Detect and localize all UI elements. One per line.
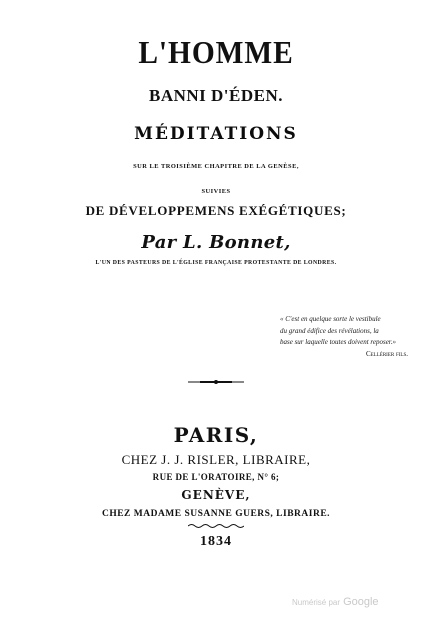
developments-line: DE DÉVELOPPEMENS EXÉGÉTIQUES;: [85, 203, 347, 218]
publication-year: 1834: [200, 534, 232, 549]
epigraph-line: « C'est en quelque sorte le vestibule: [280, 315, 381, 323]
epigraph-attribution: Cellérier fils.: [365, 350, 408, 358]
suivies-line: SUIVIES: [201, 188, 231, 195]
google-watermark: [292, 596, 379, 608]
watermark-brand: Google: [343, 596, 379, 608]
city-geneve: GENÈVE,: [181, 488, 251, 502]
chapter-line: SUR LE TROISIÈME CHAPITRE DE LA GENÈSE,: [133, 163, 299, 170]
epigraph-line: base sur laquelle toutes doivent reposer.»: [280, 338, 397, 346]
wavy-rule: [188, 523, 244, 529]
author-line: Par L. Bonnet,: [141, 232, 291, 253]
book-title: L'HOMME: [138, 34, 294, 70]
pastor-line: L'UN DES PASTEURS DE L'ÉGLISE FRANÇAISE PROTESTANTE DE LONDRES.: [95, 260, 337, 266]
watermark-prefix: Numérisé par: [292, 598, 341, 607]
epigraph: [280, 314, 410, 349]
city-paris: PARIS,: [173, 423, 259, 447]
publisher-risler: CHEZ J. J. RISLER, LIBRAIRE,: [121, 452, 311, 467]
meditations-heading: MÉDITATIONS: [134, 124, 298, 144]
ornament-divider: [186, 377, 246, 387]
publisher-guers: CHEZ MADAME SUSANNE GUERS, LIBRAIRE.: [101, 509, 331, 519]
epigraph-line: du grand édifice des révélations, la: [280, 326, 379, 335]
publisher-address: RUE DE L'ORATOIRE, N° 6;: [152, 472, 280, 482]
book-subtitle: BANNI D'ÉDEN.: [148, 86, 284, 105]
